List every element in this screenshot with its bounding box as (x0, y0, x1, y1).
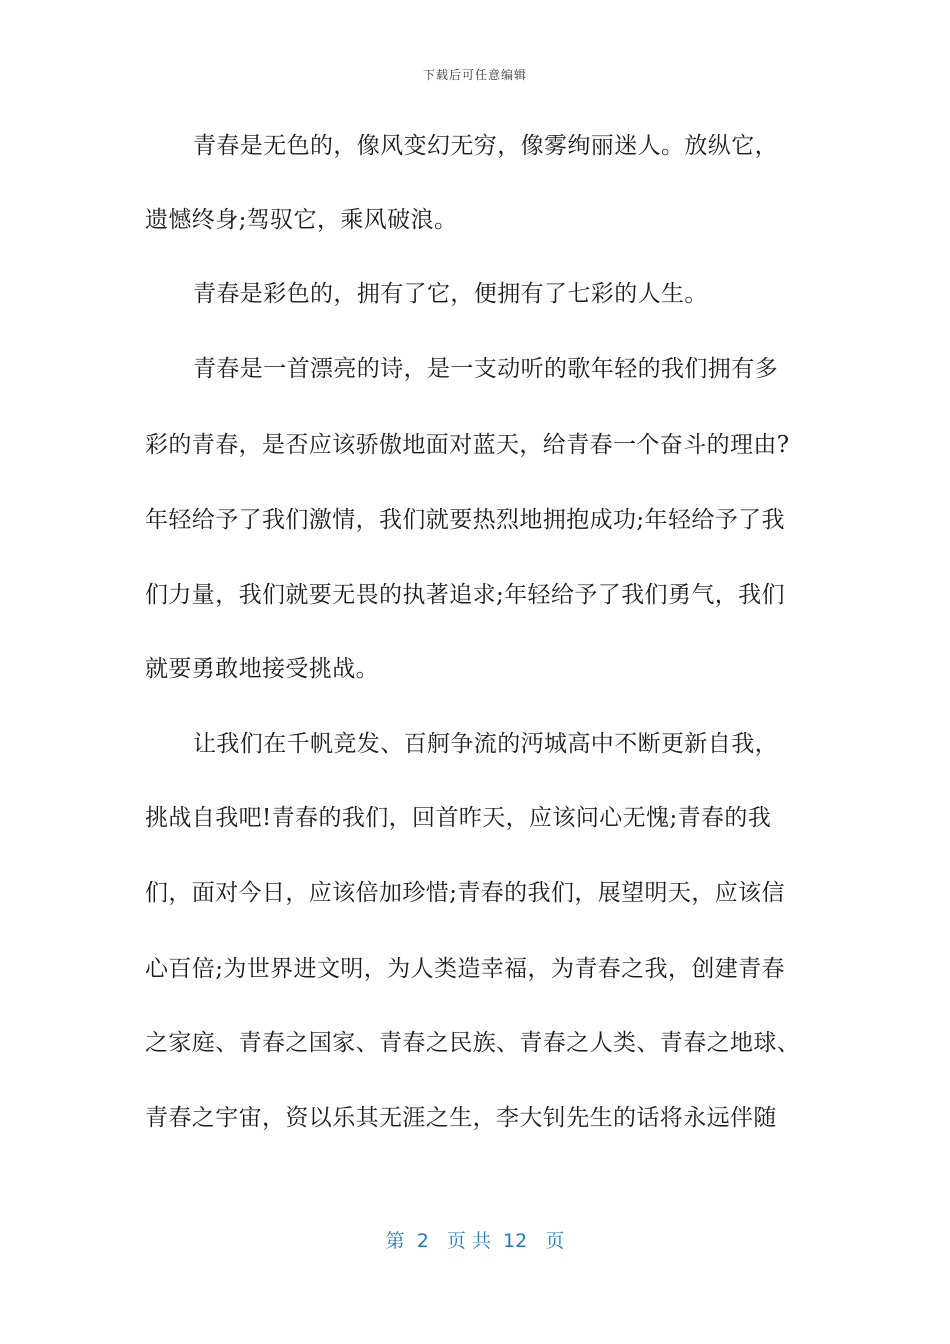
text-line: 之家庭、青春之国家、青春之民族、青春之人类、青春之地球、 (145, 1030, 801, 1056)
text-line: 让我们在千帆竞发、百舸争流的沔城高中不断更新自我， (193, 731, 778, 757)
header-note: 下载后可任意编辑 (422, 68, 527, 82)
text-line: 年轻给予了我们激情，我们就要热烈地拥抱成功;年轻给予了我 (145, 507, 785, 533)
text-line: 心百倍;为世界进文明，为人类造幸福，为青春之我，创建青春 (145, 956, 785, 982)
text-line: 青春之宇宙，资以乐其无涯之生，李大钊先生的话将永远伴随 (145, 1105, 777, 1131)
text-line: 遗憾终身;驾驭它，乘风破浪。 (145, 207, 458, 233)
text-line: 就要勇敢地接受挑战。 (145, 656, 379, 682)
text-line: 挑战自我吧!青春的我们，回首昨天，应该问心无愧;青春的我 (145, 805, 772, 831)
text-line: 青春是无色的，像风变幻无穷，像雾绚丽迷人。放纵它， (193, 133, 778, 159)
text-line: 青春是彩色的，拥有了它，便拥有了七彩的人生。 (193, 281, 708, 307)
text-line: 们，面对今日，应该倍加珍惜;青春的我们，展望明天，应该信 (145, 880, 785, 906)
page-number-footer: 第 2 页 共 12 页 (385, 1230, 565, 1252)
text-line: 青春是一首漂亮的诗，是一支动听的歌年轻的我们拥有多 (193, 356, 778, 382)
text-line: 彩的青春，是否应该骄傲地面对蓝天，给青春一个奋斗的理由? (145, 432, 790, 458)
text-line: 们力量，我们就要无畏的执著追求;年轻给予了我们勇气，我们 (145, 582, 785, 608)
